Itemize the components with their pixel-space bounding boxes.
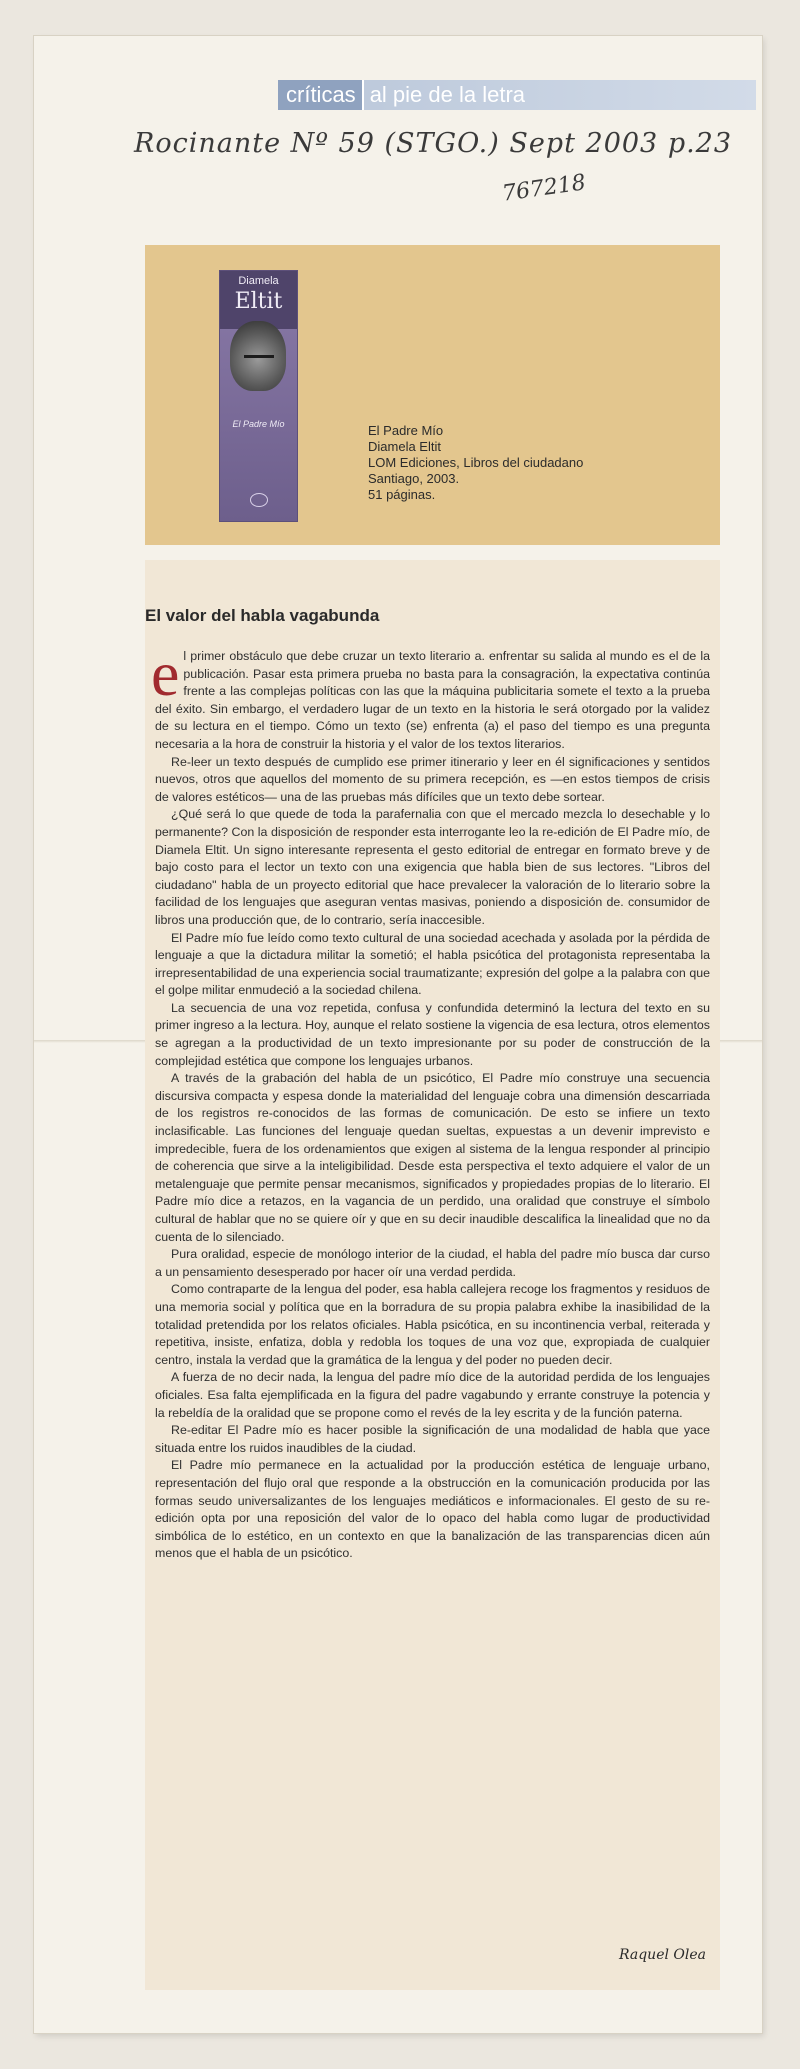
- drop-cap: e: [151, 638, 180, 709]
- cover-portrait-eyes: [244, 355, 274, 361]
- publisher-logo-icon: [250, 493, 268, 507]
- book-publisher: LOM Ediciones, Libros del ciudadano: [368, 455, 584, 470]
- section-header: [278, 80, 756, 110]
- section-label: críticas: [278, 80, 362, 110]
- book-title: El Padre Mío: [368, 423, 444, 438]
- article-paragraph: Pura oralidad, especie de monólogo interior de la ciudad, el habla del padre mío busca dar curso a un pensamiento desesperado por hacer oír una verdad perdida.: [155, 1247, 710, 1279]
- article-paragraph: Re-editar El Padre mío es hacer posible la significación de una modalidad de habla que yace situada entre los ruidos inaudibles de la ciudad.: [155, 1423, 710, 1455]
- subsection-label: al pie de la letra: [369, 82, 526, 107]
- article-paragraph: A fuerza de no decir nada, la lengua del padre mío dice de la autoridad perdida de los lenguajes oficiales. Esa falta ejemplificada en la figura del padre vagabundo y errante construye la potencia y la rebeldía de la oralidad que se propone como el revés de la ley escrita y de la función paterna.: [155, 1370, 710, 1420]
- book-info-box: [145, 245, 720, 545]
- article-paragraph: ¿Qué será lo que quede de toda la parafernalia con que el mercado mezcla lo desechable y lo permanente? Con la disposición de responder esta interrogante leo la re-edición de El Padre mío, de Diamela Eltit. Un signo interesante representa el gesto editorial de entregar en formato breve y de bajo costo para el lector un texto con una exigencia que habla bien de sus lectores. "Libros del ciudadano" habla de un proyecto editorial que hace prevalecer la valoración de lo literario sobre la facilidad de los lenguajes que aseguran ventas masivas, poniendo a disposición de. consumidor de libros una producción que, de lo contrario, sería inaccesible.: [155, 807, 710, 927]
- book-pages: 51 páginas.: [368, 487, 436, 502]
- article-paragraph: El Padre mío permanece en la actualidad por la producción estética de lenguaje urbano, representación del flujo oral que responde a la obstrucción en la comunicación producida por las formas seudo universalizantes de los lenguajes mediáticos e informacionales. El gesto de su re-edición opta por una reposición del valor de lo opaco del habla como lugar de productividad simbólica de lo estético, en un contexto en que la banalización de las transparencias dicen aún menos que el habla de un psicótico.: [155, 1458, 710, 1561]
- article-title: El valor del habla vagabunda: [145, 606, 380, 625]
- article: [145, 560, 720, 1990]
- article-paragraph: el primer obstáculo que debe cruzar un texto literario a. enfrentar su salida al mundo es el de la publicación. Pasar esta primera prueba no basta para la consagración, la expectativa continúa frente a las complejas políticas con las que la máquina publicitaria somete el texto a la prueba del éxito. Sin embargo, el verdadero lugar de un texto en la historia le será otorgado por la validez de su lectura en el tiempo. Cómo un texto (se) enfrenta (a) el paso del tiempo es una pregunta necesaria a la hora de construir la historia y el valor de los textos literarios.: [151, 638, 710, 751]
- cover-surname: Eltit: [234, 289, 283, 314]
- article-paragraph: Como contraparte de la lengua del poder, esa habla callejera recoge los fragmentos y residuos de una memoria social y política que en la borradura de su propia palabra exhibe la inasibilidad de la totalidad pretendida por los relatos oficiales. Habla psicótica, en su incontinencia verbal, reiterada y repetitiva, insiste, enfatiza, dobla y redobla los toques de una voz que, expropiada de cualquier centro, instala la verdad que la gramática de la lengua y del poder no pueden decir.: [155, 1282, 710, 1367]
- cover-author: Diamela: [238, 275, 279, 287]
- article-paragraph: El Padre mío fue leído como texto cultural de una sociedad acechada y asolada por la pérdida de lenguaje a que la dictadura militar la sometió; el habla psicótica del protagonista representaba la irrepresentabilidad de una experiencia social traumatizante; expresión del golpe a la palabra con que el golpe militar enmudeció a la sociedad chilena.: [155, 930, 710, 998]
- handwritten-code: 767218: [500, 170, 588, 207]
- book-cover-image: [219, 270, 298, 522]
- cover-title: El Padre Mío: [232, 419, 285, 429]
- article-paragraph: Re-leer un texto después de cumplido ese primer itinerario y leer en él significaciones y sentidos nuevos, otros que aquellos del momento de su primera recepción, es —en estos tiempos de crisis de valores estéticos— una de las pruebas más difíciles que un texto debe sortear.: [155, 754, 710, 804]
- handwritten-citation: Rocinante Nº 59 (STGO.) Sept 2003 p.23: [134, 128, 733, 159]
- author-signature: Raquel Olea: [619, 1947, 706, 1963]
- article-body: [151, 638, 710, 1563]
- book-details: [368, 423, 708, 503]
- article-paragraph: La secuencia de una voz repetida, confusa y confundida determinó la lectura del texto en su primer ingreso a la lectura. Hoy, aunque el relato sostiene la vigencia de esa lectura, otros elementos se agregan a la productividad de un texto impresionante por su poder de construcción de la complejidad estética que compone los lenguajes urbanos.: [155, 1000, 710, 1068]
- article-paragraph: A través de la grabación del habla de un psicótico, El Padre mío construye una secuencia discursiva compacta y espesa donde la materialidad del lenguaje cobra una dimensión descarriada de los registros re-conocidos de las formas de comunicación. De esto se infiere un texto inclasificable. Las funciones del lenguaje quedan sueltas, expuestas a un devenir imprevisto e impredecible, fuera de los ordenamientos que exigen al sistema de la lengua responder al principio de coherencia que sirve a la inteligibilidad. Desde esta perspectiva el texto adquiere el valor de un metalenguaje que permite pensar mecanismos, significados y propiedades propias de lo literario. El Padre mío dice a retazos, en la vagancia de un perdido, una oralidad que construye el símbolo cultural de hablar que no se quiere oír y que en su decir inaudible descalifica la linealidad que no da cuenta de lo silenciado.: [155, 1071, 710, 1244]
- book-place-year: Santiago, 2003.: [368, 471, 460, 486]
- book-author: Diamela Eltit: [368, 439, 441, 454]
